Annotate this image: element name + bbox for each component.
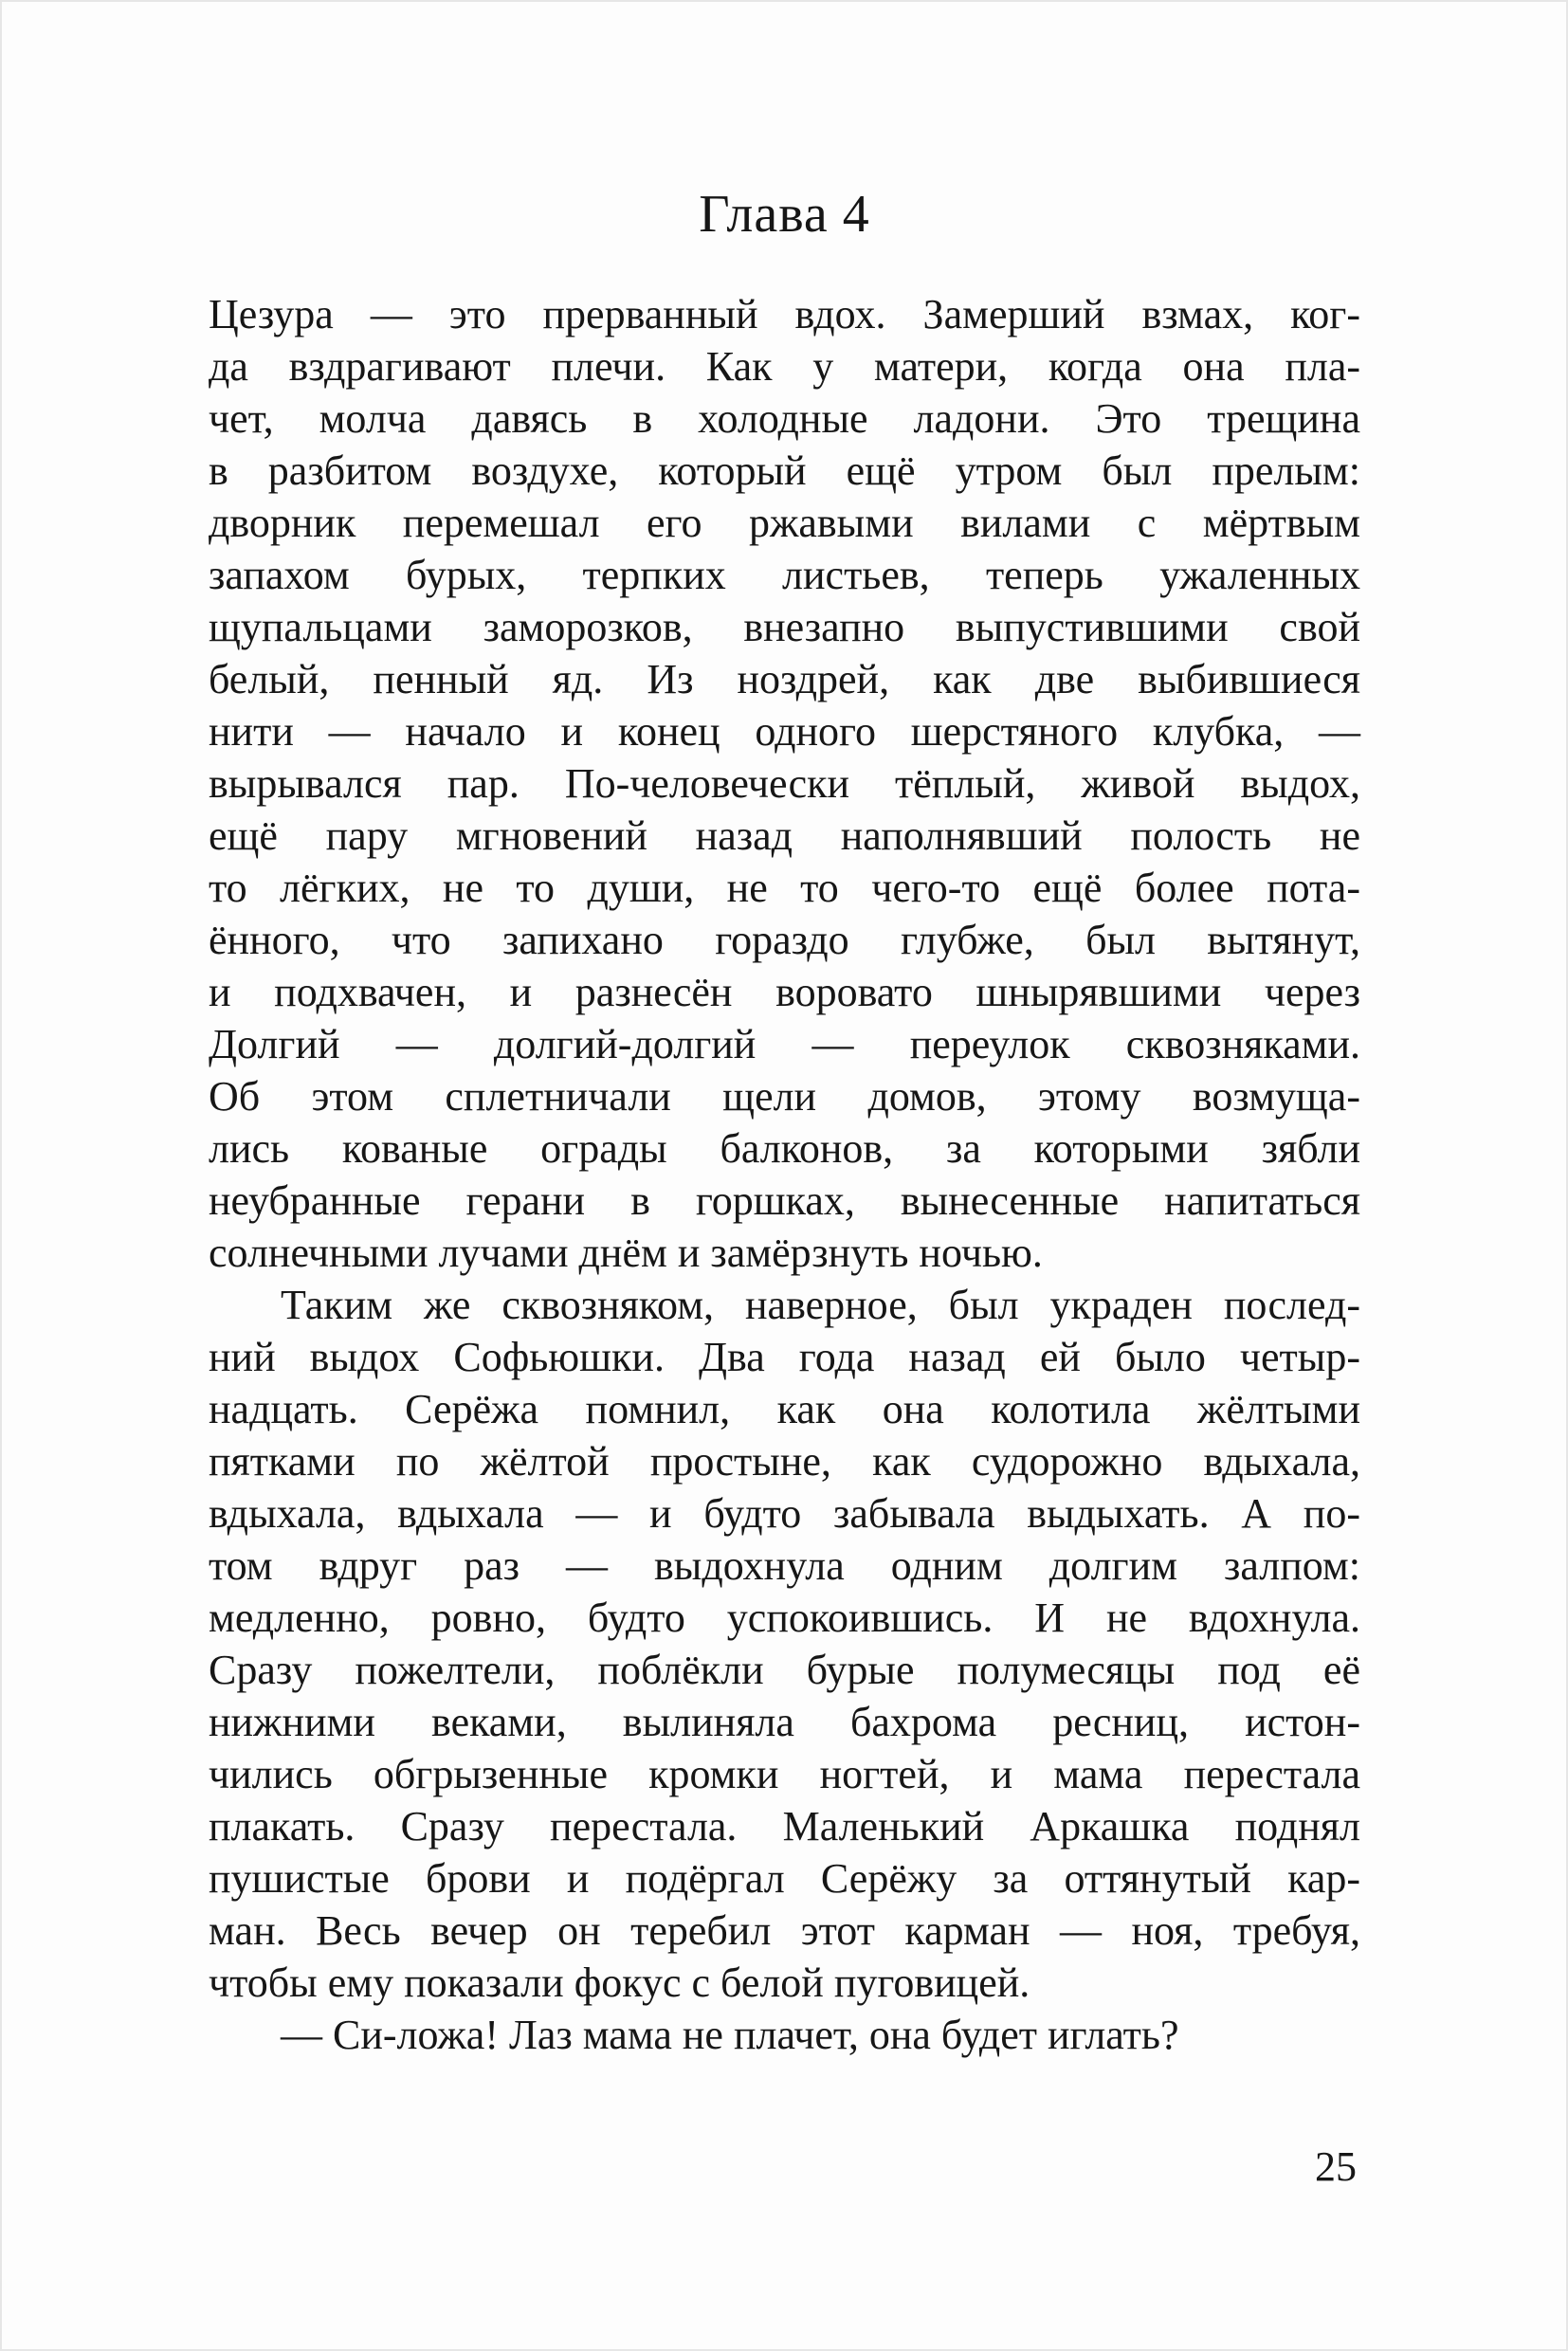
text-line: ённого, что запихано гораздо глубже, был вытянут, [209,917,1360,964]
text-line: медленно, ровно, будто успокоившись. И не вдохнула. [209,1595,1360,1642]
paragraph [209,1279,1360,2009]
text-line: вырывался пар. По-человечески тёплый, живой выдох, [209,760,1360,808]
text-line: пушистые брови и подёргал Серёжу за оттянутый кар- [209,1855,1360,1903]
chapter-title: Глава 4 [699,185,870,244]
text-line: чет, молча давясь в холодные ладони. Это трещина [209,395,1360,443]
text-line: и подхвачен, и разнесён воровато шнырявшими через [209,969,1360,1016]
text-line: то лёгких, не то души, не то чего-то ещё более пота- [209,865,1360,912]
text-line: Таким же сквозняком, наверное, был украден послед- [281,1282,1360,1329]
text-line: лись кованые ограды балконов, за которыми зябли [209,1125,1360,1173]
text-line: ний выдох Софьюшки. Два года назад ей было четыр- [209,1334,1360,1381]
text-line: чились обгрызенные кромки ногтей, и мама перестала [209,1751,1360,1798]
paragraph [209,288,1360,1279]
page-number: 25 [1315,2143,1357,2190]
text-line: запахом бурых, терпких листьев, теперь ужаленных [209,552,1360,599]
text-line: нижними веками, вылиняла бахрома ресниц, истон- [209,1699,1360,1746]
text-line: ман. Весь вечер он теребил этот карман — ноя, требуя, [209,1907,1360,1955]
text-line: пятками по жёлтой простыне, как судорожно вдыхала, [209,1438,1360,1485]
text-line: неубранные герани в горшках, вынесенные напитаться [209,1177,1360,1225]
text-line: да вздрагивают плечи. Как у матери, когда она пла- [209,343,1360,391]
text-line: вдыхала, вдыхала — и будто забывала выдыхать. А по- [209,1490,1360,1538]
text-line: — Си-ложа! Лаз мама не плачет, она будет иглать? [281,2012,1179,2059]
text-line: в разбитом воздухе, который ещё утром был прелым: [209,447,1360,495]
text-line: солнечными лучами днём и замёрзнуть ночью. [209,1230,1043,1277]
text-line: Долгий — долгий-долгий — переулок сквозняками. [209,1021,1360,1068]
text-line: Об этом сплетничали щели домов, этому возмуща- [209,1073,1360,1121]
body-text [209,288,1360,2061]
text-line: нити — начало и конец одного шерстяного клубка, — [209,708,1360,756]
paragraph [209,2009,1360,2061]
text-line: чтобы ему показали фокус с белой пуговицей. [209,1959,1030,2007]
text-line: Сразу пожелтели, поблёкли бурые полумесяцы под её [209,1647,1360,1694]
text-line: плакать. Сразу перестала. Маленький Аркашка поднял [209,1803,1360,1850]
text-line: дворник перемешал его ржавыми вилами с мёртвым [209,500,1360,547]
text-column [209,2,1360,2061]
text-line: щупальцами заморозков, внезапно выпустившими свой [209,604,1360,651]
text-line: надцать. Серёжа помнил, как она колотила жёлтыми [209,1386,1360,1433]
text-line: белый, пенный яд. Из ноздрей, как две выбившиеся [209,656,1360,703]
text-line: Цезура — это прерванный вдох. Замерший взмах, ког- [209,291,1360,338]
text-line: том вдруг раз — выдохнула одним долгим залпом: [209,1542,1360,1590]
text-line: ещё пару мгновений назад наполнявший полость не [209,812,1360,860]
